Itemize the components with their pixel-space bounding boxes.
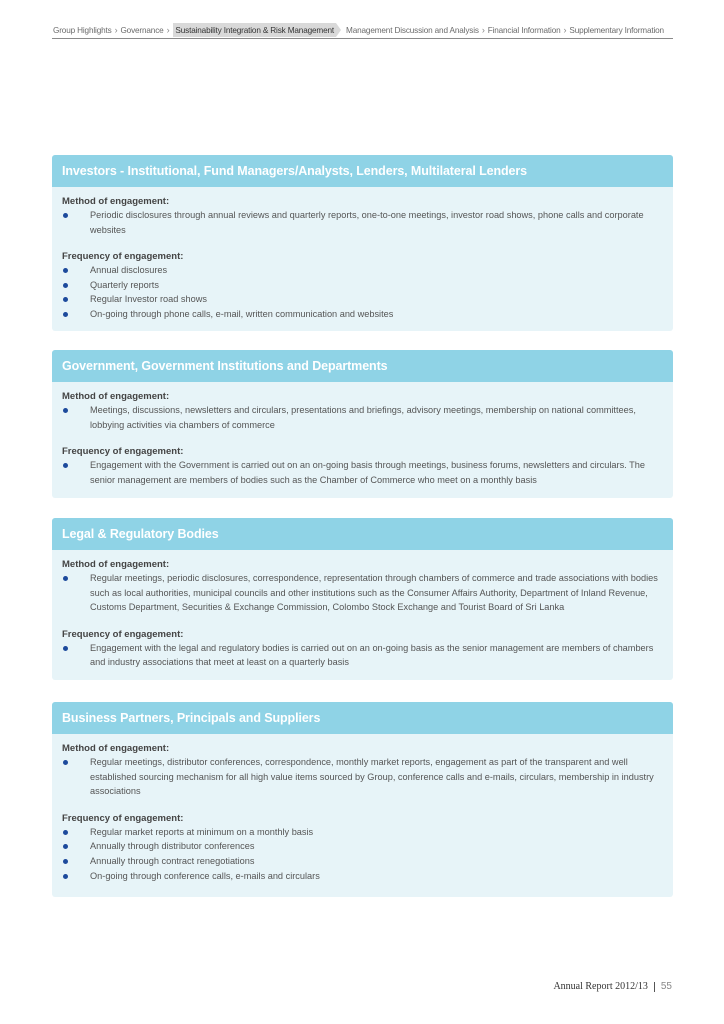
page-number: 55 xyxy=(660,981,672,992)
breadcrumb-item-supplementary-information[interactable]: Supplementary Information xyxy=(569,25,664,35)
list-item: Meetings, discussions, newsletters and circulars, presentations and briefings, advisory meetings, membership on national committees, lobbying activities via chambers of commerce xyxy=(62,403,663,432)
list-item: Annually through contract renegotiations xyxy=(62,854,663,869)
section-title: Investors - Institutional, Fund Managers/Analysts, Lenders, Multilateral Lenders xyxy=(52,155,673,187)
section-title: Business Partners, Principals and Suppliers xyxy=(52,702,673,734)
method-heading: Method of engagement: xyxy=(62,743,170,754)
section-government xyxy=(52,350,673,498)
list-item: Regular meetings, periodic disclosures, correspondence, representation through chambers of commerce and trade associations with bodies such as local authorities, municipal councils and other institutions such as the Consumer Affairs Authority, Department of Inland Revenue, Customs Department, Securities & Exchange Commission, Colombo Stock Exchange and Tourist Board of Sri Lanka xyxy=(62,571,663,615)
bullet-icon xyxy=(63,874,68,879)
bullet-icon xyxy=(63,408,68,413)
bullet-icon xyxy=(63,283,68,288)
bullet-icon xyxy=(63,463,68,468)
report-label: Annual Report 2012/13 xyxy=(553,981,648,992)
bullet-icon xyxy=(63,268,68,273)
list-item: Annually through distributor conferences xyxy=(62,839,663,854)
frequency-heading: Frequency of engagement: xyxy=(62,446,184,458)
method-list xyxy=(62,571,663,615)
bullet-icon xyxy=(63,859,68,864)
section-legal-regulatory xyxy=(52,518,673,680)
breadcrumb xyxy=(52,22,673,39)
section-investors xyxy=(52,155,673,331)
section-title: Legal & Regulatory Bodies xyxy=(52,518,673,550)
breadcrumb-item-mda[interactable]: Management Discussion and Analysis xyxy=(346,25,479,35)
frequency-list xyxy=(62,641,663,670)
bullet-icon xyxy=(63,760,68,765)
list-item: Regular Investor road shows xyxy=(62,292,663,307)
list-item: Engagement with the legal and regulatory bodies is carried out on an on-going basis as the senior management are members of chambers and industry associations that meet at least on a quarterly basis xyxy=(62,641,663,670)
bullet-icon xyxy=(63,830,68,835)
bullet-icon xyxy=(63,646,68,651)
breadcrumb-item-governance[interactable]: Governance xyxy=(120,25,164,35)
list-item: On-going through phone calls, e-mail, written communication and websites xyxy=(62,307,663,322)
list-item: Annual disclosures xyxy=(62,263,663,278)
bullet-icon xyxy=(63,576,68,581)
chevron-right-icon: › xyxy=(166,25,170,35)
breadcrumb-item-financial-information[interactable]: Financial Information xyxy=(487,25,561,35)
frequency-heading: Frequency of engagement: xyxy=(62,812,184,824)
list-item: Regular meetings, distributor conferences, correspondence, monthly market reports, engagement as part of the transparent and well established sourcing mechanism for all high value items sourced by Group, conference calls and e-mails, circulars, membership in industry associations xyxy=(62,755,663,799)
bullet-icon xyxy=(63,297,68,302)
list-item: Quarterly reports xyxy=(62,278,663,293)
frequency-list xyxy=(62,458,663,487)
method-list xyxy=(62,208,663,237)
list-item: Engagement with the Government is carried out on an on-going basis through meetings, business forums, newsletters and circulars. The senior management are members of bodies such as the Chamber of Commerce who meet on a monthly basis xyxy=(62,458,663,487)
bullet-icon xyxy=(63,844,68,849)
chevron-right-icon: › xyxy=(114,25,118,35)
method-list xyxy=(62,403,663,432)
method-list xyxy=(62,755,663,799)
frequency-heading: Frequency of engagement: xyxy=(62,251,184,263)
method-heading: Method of engagement: xyxy=(62,391,170,402)
breadcrumb-item-group-highlights[interactable]: Group Highlights xyxy=(53,25,112,35)
page-footer xyxy=(553,981,672,992)
divider xyxy=(654,982,655,992)
chevron-right-icon: › xyxy=(563,25,567,35)
frequency-list xyxy=(62,263,663,321)
frequency-list xyxy=(62,825,663,883)
chevron-right-icon xyxy=(336,23,341,37)
list-item: Periodic disclosures through annual reviews and quarterly reports, one-to-one meetings, investor road shows, phone calls and corporate websites xyxy=(62,208,663,237)
bullet-icon xyxy=(63,312,68,317)
list-item: Regular market reports at minimum on a monthly basis xyxy=(62,825,663,840)
bullet-icon xyxy=(63,213,68,218)
breadcrumb-item-sustainability[interactable]: Sustainability Integration & Risk Management xyxy=(173,23,336,37)
chevron-right-icon: › xyxy=(481,25,485,35)
method-heading: Method of engagement: xyxy=(62,196,170,207)
list-item: On-going through conference calls, e-mails and circulars xyxy=(62,869,663,884)
method-heading: Method of engagement: xyxy=(62,559,170,570)
section-title: Government, Government Institutions and Departments xyxy=(52,350,673,382)
frequency-heading: Frequency of engagement: xyxy=(62,628,184,640)
section-business-partners xyxy=(52,702,673,897)
